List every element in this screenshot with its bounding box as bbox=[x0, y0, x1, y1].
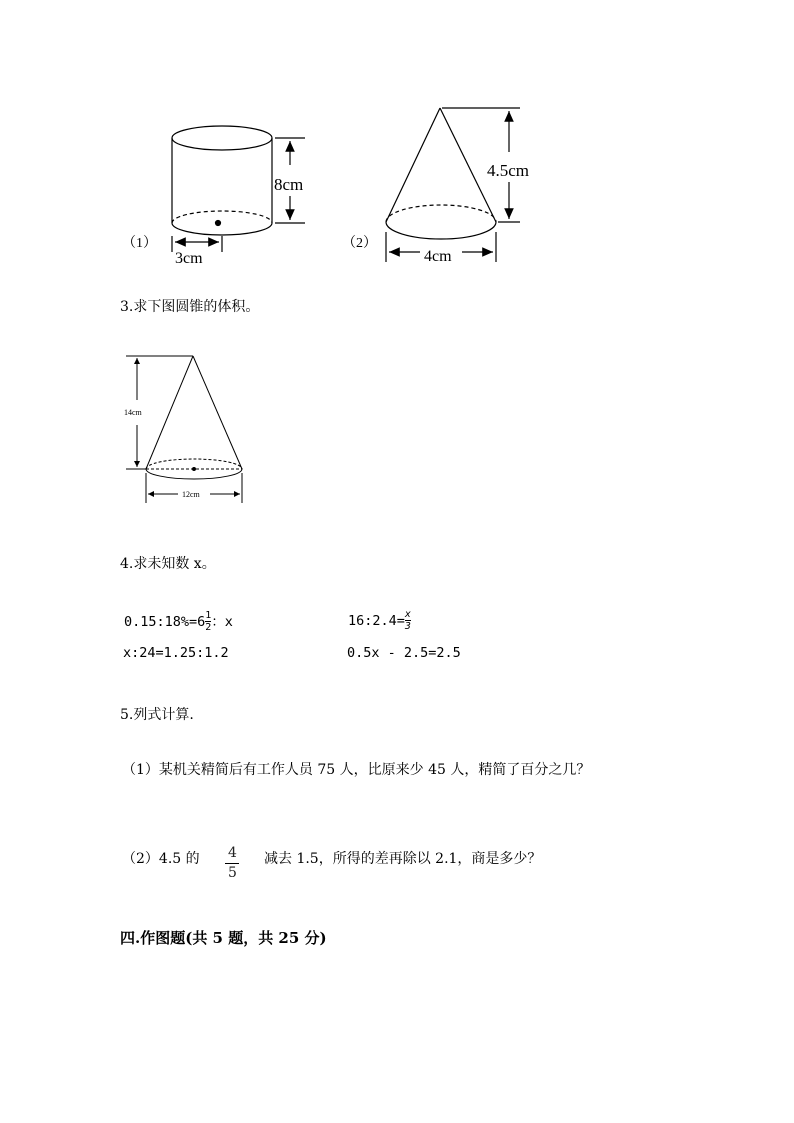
q3-diameter-label: 12cm bbox=[182, 490, 200, 499]
equation-2-left: 16:2.4= bbox=[348, 613, 405, 629]
cone-diameter-label: 4cm bbox=[424, 248, 452, 265]
cylinder-radius-label: 3cm bbox=[175, 250, 203, 267]
question-5-prompt: 5.列式计算. bbox=[120, 707, 194, 723]
question-5-item-1: （1）某机关精简后有工作人员 75 人，比原来少 45 人，精简了百分之几？ bbox=[122, 762, 591, 778]
question-5-item-2-fraction: $\frac{4}{5}$ bbox=[225, 842, 240, 882]
question-5-item-2-prefix: （2）4.5 的 bbox=[122, 851, 200, 867]
equation-1-fraction: $\frac{1}{2}$ bbox=[205, 610, 212, 633]
question-3-prompt: 3.求下图圆锥的体积。 bbox=[120, 299, 260, 315]
cone-figure bbox=[386, 108, 520, 262]
equation-2 bbox=[348, 610, 411, 632]
equation-2-fraction: $\frac{x}{3}$ bbox=[404, 609, 411, 632]
question-4-prompt: 4.求未知数 x。 bbox=[120, 556, 216, 572]
section-4-heading: 四.作图题(共 5 题，共 25 分) bbox=[120, 929, 327, 947]
equation-1-left: 0.15:18%=6 bbox=[124, 614, 206, 630]
question-5-item-2-suffix: 减去 1.5，所得的差再除以 2.1，商是多少？ bbox=[264, 851, 542, 867]
figure-cone-q3 bbox=[110, 345, 270, 510]
cone-height-label: 4.5cm bbox=[487, 161, 530, 180]
figure-cylinder-and-cone bbox=[0, 0, 794, 280]
equation-1 bbox=[124, 610, 233, 633]
equation-1-right: ：x bbox=[211, 614, 233, 630]
q3-height-label: 14cm bbox=[124, 408, 142, 417]
cylinder-height-label: 8cm bbox=[274, 175, 304, 194]
figure-1-label: （1） bbox=[122, 236, 157, 251]
figure-2-label: （2） bbox=[342, 236, 377, 251]
equation-4: 0.5x - 2.5=2.5 bbox=[347, 645, 461, 661]
equation-3: x:24=1.25:1.2 bbox=[123, 645, 229, 661]
